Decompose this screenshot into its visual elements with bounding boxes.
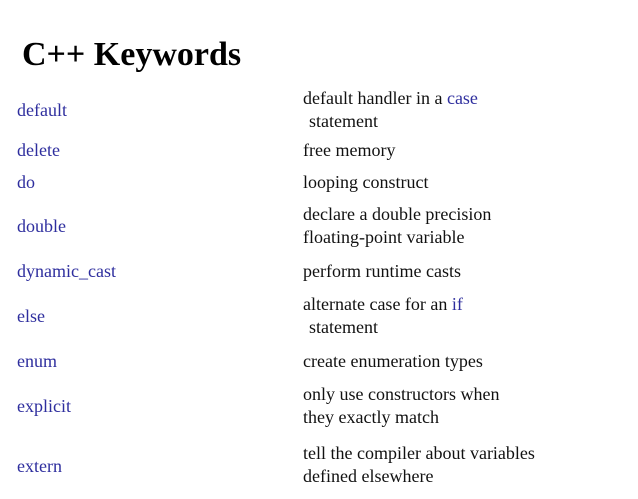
description-line: statement: [309, 317, 378, 337]
description-line: tell the compiler about variables: [303, 443, 535, 463]
description-line: they exactly match: [303, 407, 439, 427]
description-line: only use constructors when: [303, 384, 500, 404]
description-line: [303, 87, 617, 110]
keyword-description: free memory: [303, 139, 396, 160]
keyword-name: do: [17, 171, 35, 192]
keyword-name: enum: [17, 350, 57, 371]
description-line: defined elsewhere: [303, 466, 434, 486]
keyword-row-dynamic-cast: [17, 255, 617, 287]
inline-keyword: case: [446, 88, 478, 108]
keyword-row-do: [17, 167, 617, 197]
keyword-description: [303, 293, 617, 339]
keyword-description: [303, 442, 617, 488]
keyword-description: [303, 203, 617, 249]
keyword-name: explicit: [17, 395, 71, 416]
keyword-description: looping construct: [303, 171, 429, 192]
keyword-row-extern: [17, 435, 617, 499]
keyword-row-else: [17, 287, 617, 345]
keyword-row-double: [17, 197, 617, 255]
keyword-description: perform runtime casts: [303, 260, 461, 281]
description-line: declare a double precision: [303, 204, 492, 224]
keyword-name: double: [17, 215, 66, 236]
keyword-description: [303, 383, 617, 429]
keyword-name: delete: [17, 139, 60, 160]
keyword-name: default: [17, 99, 67, 120]
description-line: floating-point variable: [303, 227, 465, 247]
keyword-row-explicit: [17, 377, 617, 435]
keyword-description: [303, 87, 617, 133]
page-title: C++ Keywords: [22, 36, 242, 73]
keyword-description: create enumeration types: [303, 350, 483, 371]
keyword-name: dynamic_cast: [17, 260, 116, 281]
description-text: default handler in a: [303, 88, 447, 108]
keyword-table: [17, 87, 617, 499]
keyword-row-delete: [17, 133, 617, 167]
keyword-name: else: [17, 305, 45, 326]
keyword-row-enum: [17, 345, 617, 377]
description-line: [303, 293, 617, 316]
description-text: alternate case for an: [303, 294, 452, 314]
inline-keyword: if: [451, 294, 463, 314]
keyword-row-default: [17, 87, 617, 133]
description-line: statement: [309, 111, 378, 131]
keyword-name: extern: [17, 456, 62, 476]
